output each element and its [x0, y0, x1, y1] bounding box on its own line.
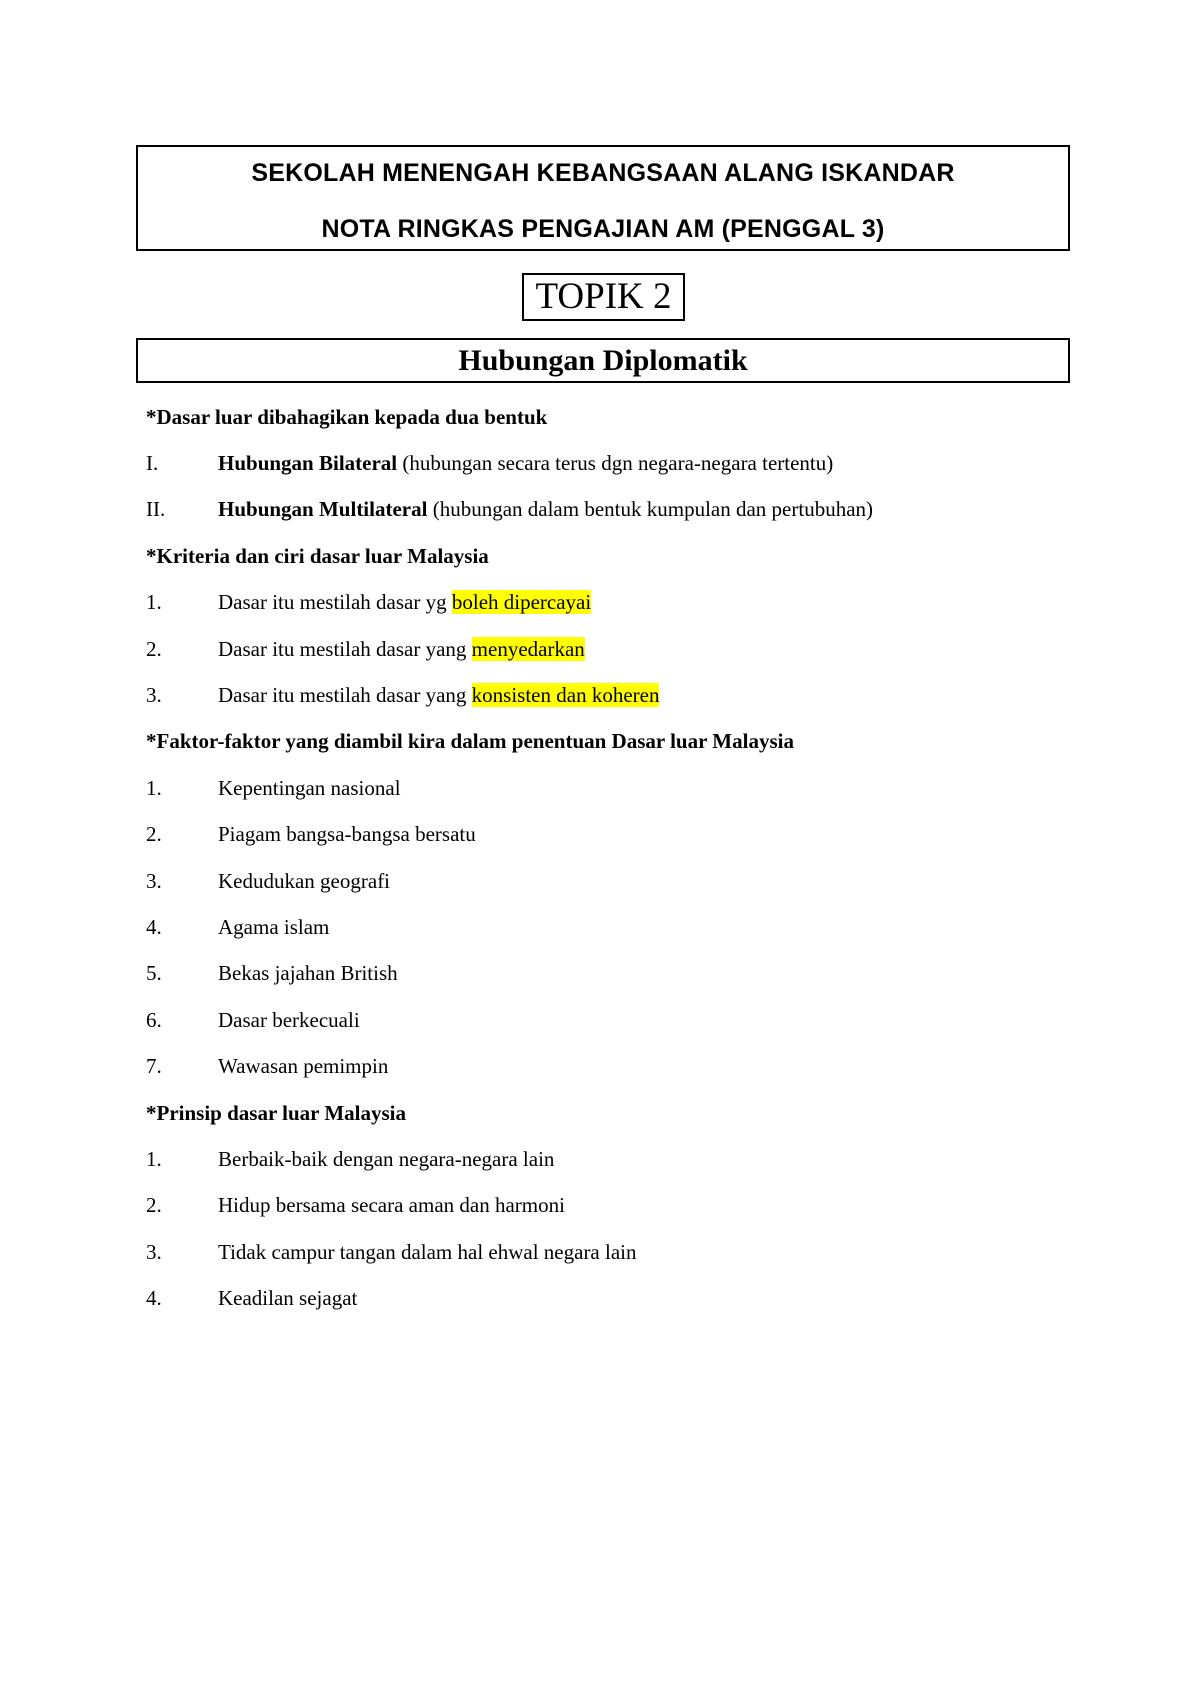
topic-label: TOPIK 2 — [522, 273, 685, 321]
highlighted-text: menyedarkan — [471, 637, 585, 661]
list-text: Kepentingan nasional — [218, 776, 401, 800]
header-box — [136, 145, 1070, 251]
list-number: 1. — [146, 1147, 162, 1171]
list-text: Kedudukan geografi — [218, 869, 391, 893]
list-number: II. — [146, 497, 166, 521]
list-text: Bekas jajahan British — [218, 961, 398, 985]
list-number: 1. — [146, 590, 162, 614]
list-number: I. — [146, 451, 159, 475]
list-text: Agama islam — [218, 915, 330, 939]
list-bold-text: Hubungan Bilateral — [218, 451, 398, 475]
list-number: 4. — [146, 1286, 162, 1310]
list-number: 3. — [146, 1240, 162, 1264]
page-title: Hubungan Diplomatik — [136, 338, 1070, 383]
highlighted-text: konsisten dan koheren — [471, 683, 660, 707]
list-plain-text: Dasar itu mestilah dasar yg — [218, 590, 452, 614]
list-text — [218, 451, 833, 476]
notes-title: NOTA RINGKAS PENGAJIAN AM (PENGGAL 3) — [321, 215, 885, 243]
list-text — [218, 683, 659, 708]
list-plain-text: Dasar itu mestilah dasar yang — [218, 637, 472, 661]
list-number: 4. — [146, 915, 162, 939]
list-plain-text: Dasar itu mestilah dasar yang — [218, 683, 472, 707]
section-heading-kriteria: *Kriteria dan ciri dasar luar Malaysia — [146, 544, 489, 568]
list-text: Tidak campur tangan dalam hal ehwal negara lain — [218, 1240, 637, 1264]
list-number: 3. — [146, 869, 162, 893]
list-number: 5. — [146, 961, 162, 985]
highlighted-text: boleh dipercayai — [451, 590, 592, 614]
list-rest-text: (hubungan dalam bentuk kumpulan dan pertubuhan) — [427, 497, 874, 521]
list-text: Hidup bersama secara aman dan harmoni — [218, 1193, 565, 1217]
section-heading-dasar: *Dasar luar dibahagikan kepada dua bentuk — [146, 405, 548, 429]
section-heading-prinsip: *Prinsip dasar luar Malaysia — [146, 1101, 407, 1125]
list-text: Berbaik-baik dengan negara-negara lain — [218, 1147, 555, 1171]
list-text — [218, 590, 591, 615]
list-number: 3. — [146, 683, 162, 707]
list-number: 1. — [146, 776, 162, 800]
list-text: Wawasan pemimpin — [218, 1054, 389, 1078]
list-rest-text: (hubungan secara terus dgn negara-negara tertentu) — [397, 451, 834, 475]
list-number: 2. — [146, 637, 162, 661]
school-name: SEKOLAH MENENGAH KEBANGSAAN ALANG ISKANDAR — [251, 159, 955, 187]
list-text: Keadilan sejagat — [218, 1286, 358, 1310]
list-text: Dasar berkecuali — [218, 1008, 360, 1032]
section-heading-faktor: *Faktor-faktor yang diambil kira dalam penentuan Dasar luar Malaysia — [146, 729, 794, 753]
list-text: Piagam bangsa-bangsa bersatu — [218, 822, 476, 846]
list-number: 7. — [146, 1054, 162, 1078]
list-number: 2. — [146, 1193, 162, 1217]
list-text — [218, 637, 585, 662]
list-number: 2. — [146, 822, 162, 846]
list-number: 6. — [146, 1008, 162, 1032]
list-bold-text: Hubungan Multilateral — [218, 497, 428, 521]
list-text — [218, 497, 873, 522]
